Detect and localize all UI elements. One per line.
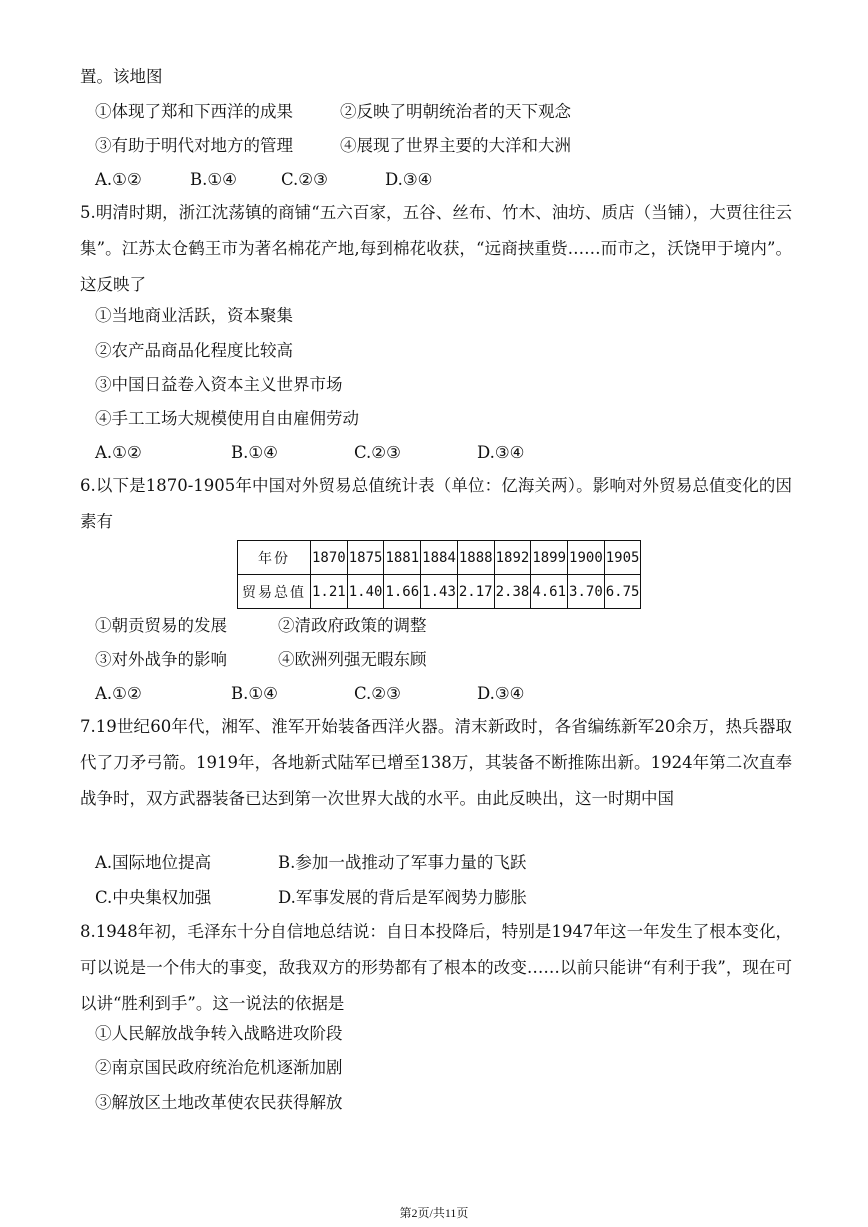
q6-item-1: ①朝贡贸易的发展 — [95, 616, 227, 635]
q6-option-d: D.③④ — [477, 684, 525, 703]
q5-item-2: ②农产品商品化程度比较高 — [95, 341, 293, 360]
table-cell: 1884 — [421, 541, 458, 575]
q7-option-c: C.中央集权加强 — [95, 888, 212, 907]
table-cell: 1899 — [531, 541, 568, 575]
table-cell: 1881 — [384, 541, 421, 575]
q8-item-1: ①人民解放战争转入战略进攻阶段 — [95, 1024, 343, 1043]
q8-item-3: ③解放区土地改革使农民获得解放 — [95, 1093, 343, 1112]
q5-stem: 5.明清时期，浙江沈荡镇的商铺“五六百家，五谷、丝布、竹木、油坊、质店（当铺），大贾往往云集”。江苏太仓鹤王市为著名棉花产地,每到棉花收获，“远商挟重赀……而市之，沃饶甲于境内”。这反映了 — [80, 203, 792, 294]
q7-option-a: A.国际地位提高 — [95, 853, 212, 872]
q6-option-c: C.②③ — [354, 684, 401, 703]
q8-stem: 8.1948年初，毛泽东十分自信地总结说：自日本投降后，特别是1947年这一年发生了根本变化，可以说是一个伟大的事变，敌我双方的形势都有了根本的改变……以前只能讲“有利于我”，现在可以讲“胜利到手”。这一说法的依据是 — [80, 922, 792, 1013]
table-cell: 6.75 — [604, 575, 641, 609]
table-cell: 1905 — [604, 541, 641, 575]
table-cell: 2.38 — [494, 575, 531, 609]
table-cell: 1875 — [347, 541, 384, 575]
q4-option-c: C.②③ — [281, 170, 328, 189]
q6-item-2: ②清政府政策的调整 — [278, 616, 427, 635]
q4-option-a: A.①② — [95, 170, 142, 189]
q5-option-d: D.③④ — [477, 443, 525, 462]
q4-option-b: B.①④ — [190, 170, 237, 189]
table-cell: 1.66 — [384, 575, 421, 609]
q7-option-b: B.参加一战推动了军事力量的飞跃 — [278, 853, 527, 872]
q5-item-1: ①当地商业活跃，资本聚集 — [95, 306, 293, 325]
q6-stem: 6.以下是1870-1905年中国对外贸易总值统计表（单位：亿海关两）。影响对外贸易总值变化的因素有 — [80, 476, 792, 531]
table-cell: 1892 — [494, 541, 531, 575]
table-cell: 1.40 — [347, 575, 384, 609]
q4-option-d: D.③④ — [385, 170, 433, 189]
page-number: 第2页/共11页 — [399, 1206, 469, 1220]
table-header-trade-value: 贸易总值 — [238, 575, 311, 609]
table-cell: 4.61 — [531, 575, 568, 609]
table-cell: 2.17 — [457, 575, 494, 609]
q6-option-a: A.①② — [95, 684, 142, 703]
table-cell: 3.70 — [568, 575, 605, 609]
q8-item-2: ②南京国民政府统治危机逐渐加剧 — [95, 1058, 343, 1077]
table-cell: 1.21 — [311, 575, 348, 609]
q5-item-4: ④手工工场大规模使用自由雇佣劳动 — [95, 409, 359, 428]
q4-item-2: ②反映了明朝统治者的天下观念 — [340, 102, 571, 121]
table-cell: 1888 — [457, 541, 494, 575]
q4-item-3: ③有助于明代对地方的管理 — [95, 136, 293, 155]
q6-option-b: B.①④ — [231, 684, 278, 703]
q5-option-c: C.②③ — [354, 443, 401, 462]
q5-item-3: ③中国日益卷入资本主义世界市场 — [95, 375, 343, 394]
table-row-values — [238, 575, 641, 609]
q4-item-4: ④展现了世界主要的大洋和大洲 — [340, 136, 571, 155]
q5-option-a: A.①② — [95, 443, 142, 462]
table-row-years — [238, 541, 641, 575]
q7-stem: 7.19世纪60年代，湘军、淮军开始装备西洋火器。清末新政时，各省编练新军20余万，热兵器取代了刀矛弓箭。1919年，各地新式陆军已增至138万，其装备不断推陈出新。1924年第二次直奉战争时，双方武器装备已达到第一次世界大战的水平。由此反映出，这一时期中国 — [80, 717, 792, 808]
table-cell: 1.43 — [421, 575, 458, 609]
trade-table — [237, 540, 641, 609]
q6-item-4: ④欧洲列强无暇东顾 — [278, 650, 427, 669]
q6-item-3: ③对外战争的影响 — [95, 650, 227, 669]
table-cell: 1870 — [311, 541, 348, 575]
q4-stem-tail: 置。该地图 — [80, 67, 163, 86]
q5-option-b: B.①④ — [231, 443, 278, 462]
q7-option-d: D.军事发展的背后是军阀势力膨胀 — [278, 888, 527, 907]
q4-item-1: ①体现了郑和下西洋的成果 — [95, 102, 293, 121]
table-header-year: 年份 — [238, 541, 311, 575]
table-cell: 1900 — [568, 541, 605, 575]
